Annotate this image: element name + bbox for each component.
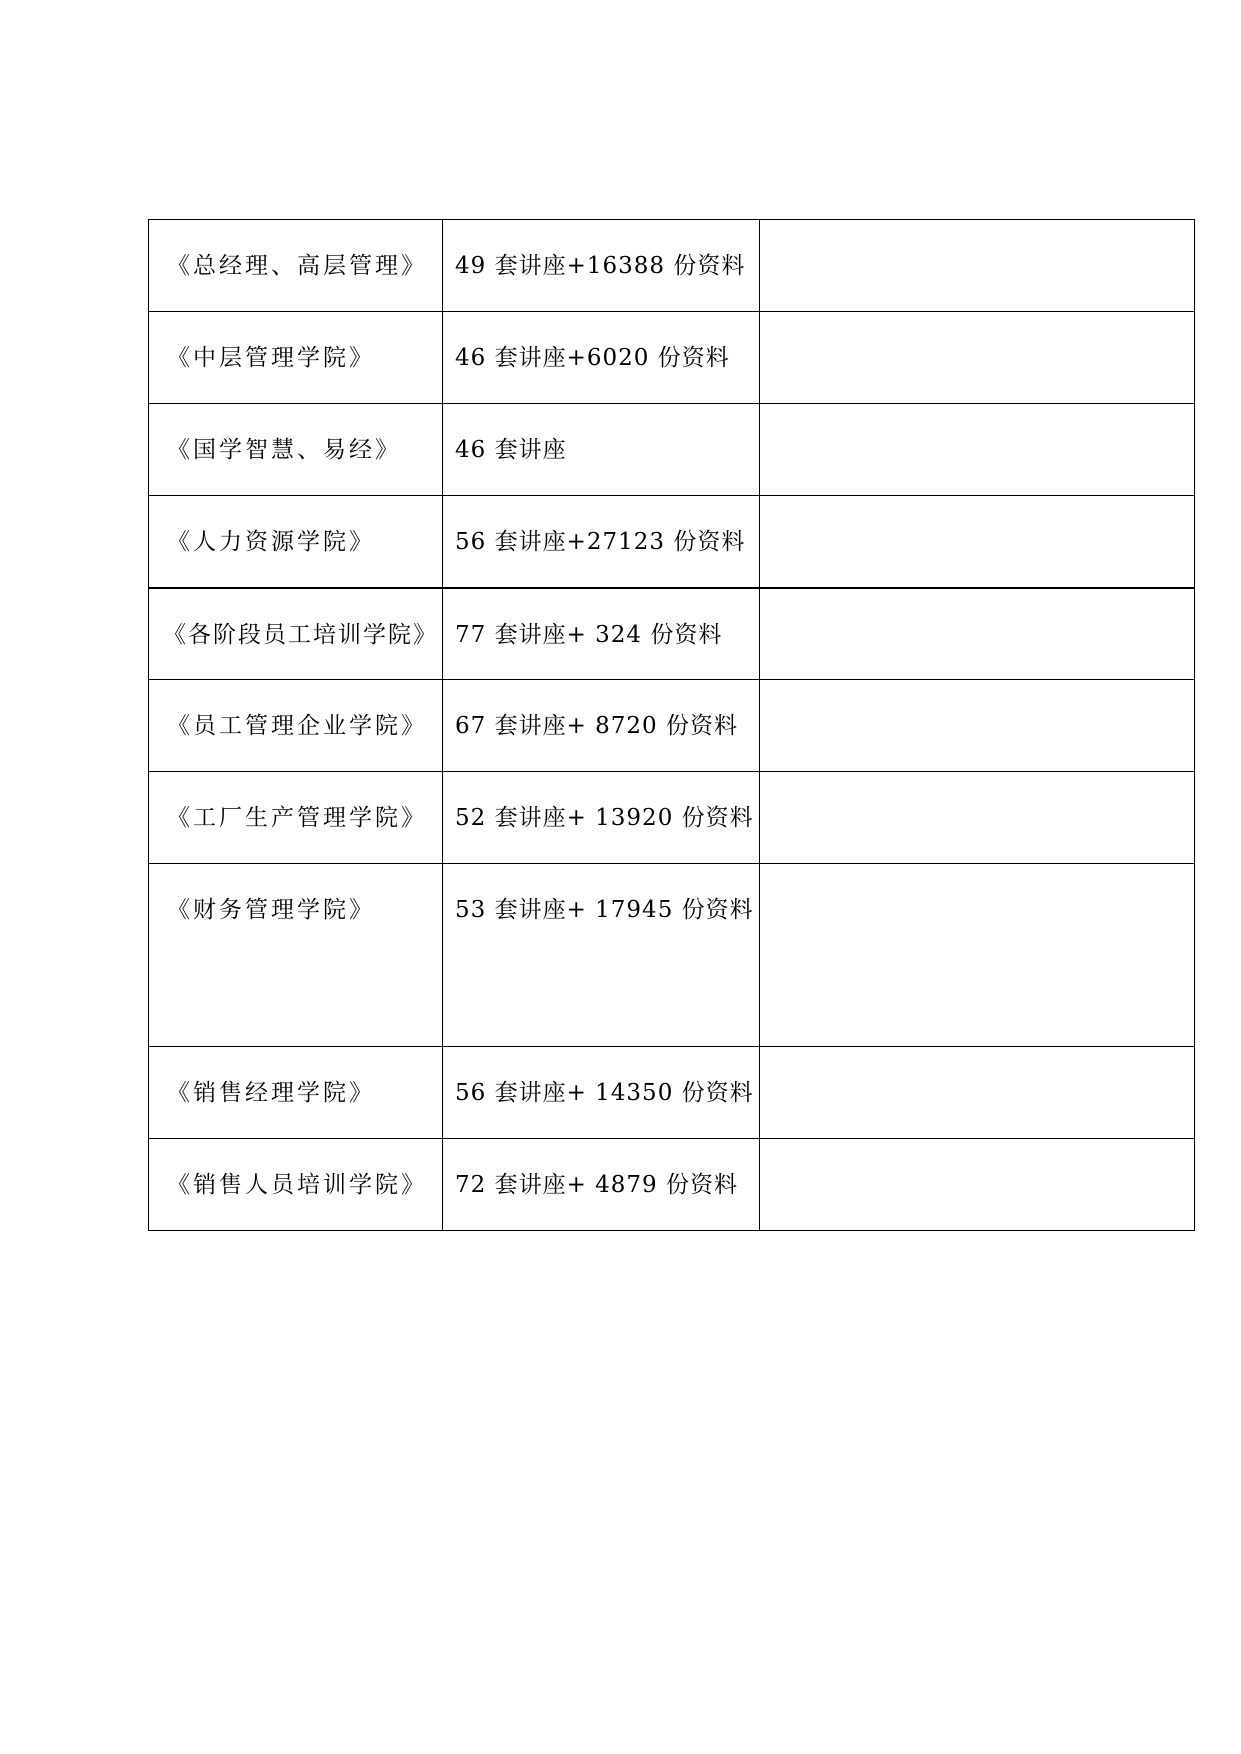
table-row: [149, 864, 1195, 1047]
table-row: [149, 772, 1195, 864]
course-name-cell: 《总经理、高层管理》: [149, 220, 443, 312]
course-note-cell: [760, 772, 1195, 864]
course-name-cell: 《销售人员培训学院》: [149, 1139, 443, 1231]
course-note-cell: [760, 1047, 1195, 1139]
course-count-cell: 46 套讲座+6020 份资料: [443, 312, 760, 404]
course-note-cell: [760, 1139, 1195, 1231]
course-count-cell: 49 套讲座+16388 份资料: [443, 220, 760, 312]
table-row: [149, 588, 1195, 680]
table-row: [149, 312, 1195, 404]
table-row: [149, 680, 1195, 772]
course-name-cell: 《财务管理学院》: [149, 864, 443, 1047]
course-count-cell: 46 套讲座: [443, 404, 760, 496]
course-note-cell: [760, 312, 1195, 404]
course-name-cell: 《工厂生产管理学院》: [149, 772, 443, 864]
course-name-cell: 《销售经理学院》: [149, 1047, 443, 1139]
table-row: [149, 404, 1195, 496]
course-note-cell: [760, 404, 1195, 496]
course-count-cell: 56 套讲座+27123 份资料: [443, 496, 760, 588]
course-count-cell: 77 套讲座+ 324 份资料: [443, 588, 760, 680]
course-note-cell: [760, 220, 1195, 312]
table-row: [149, 496, 1195, 588]
course-count-cell: 67 套讲座+ 8720 份资料: [443, 680, 760, 772]
course-count-cell: 52 套讲座+ 13920 份资料: [443, 772, 760, 864]
course-note-cell: [760, 588, 1195, 680]
course-name-cell: 《国学智慧、易经》: [149, 404, 443, 496]
course-name-cell: 《各阶段员工培训学院》: [149, 588, 443, 680]
course-name-cell: 《员工管理企业学院》: [149, 680, 443, 772]
table-row: [149, 220, 1195, 312]
course-count-cell: 72 套讲座+ 4879 份资料: [443, 1139, 760, 1231]
course-name-cell: 《中层管理学院》: [149, 312, 443, 404]
table-row: [149, 1047, 1195, 1139]
course-table: [148, 219, 1195, 1231]
course-name-cell: 《人力资源学院》: [149, 496, 443, 588]
course-count-cell: 53 套讲座+ 17945 份资料: [443, 864, 760, 1047]
table-row: [149, 1139, 1195, 1231]
course-note-cell: [760, 680, 1195, 772]
course-note-cell: [760, 864, 1195, 1047]
course-count-cell: 56 套讲座+ 14350 份资料: [443, 1047, 760, 1139]
course-note-cell: [760, 496, 1195, 588]
